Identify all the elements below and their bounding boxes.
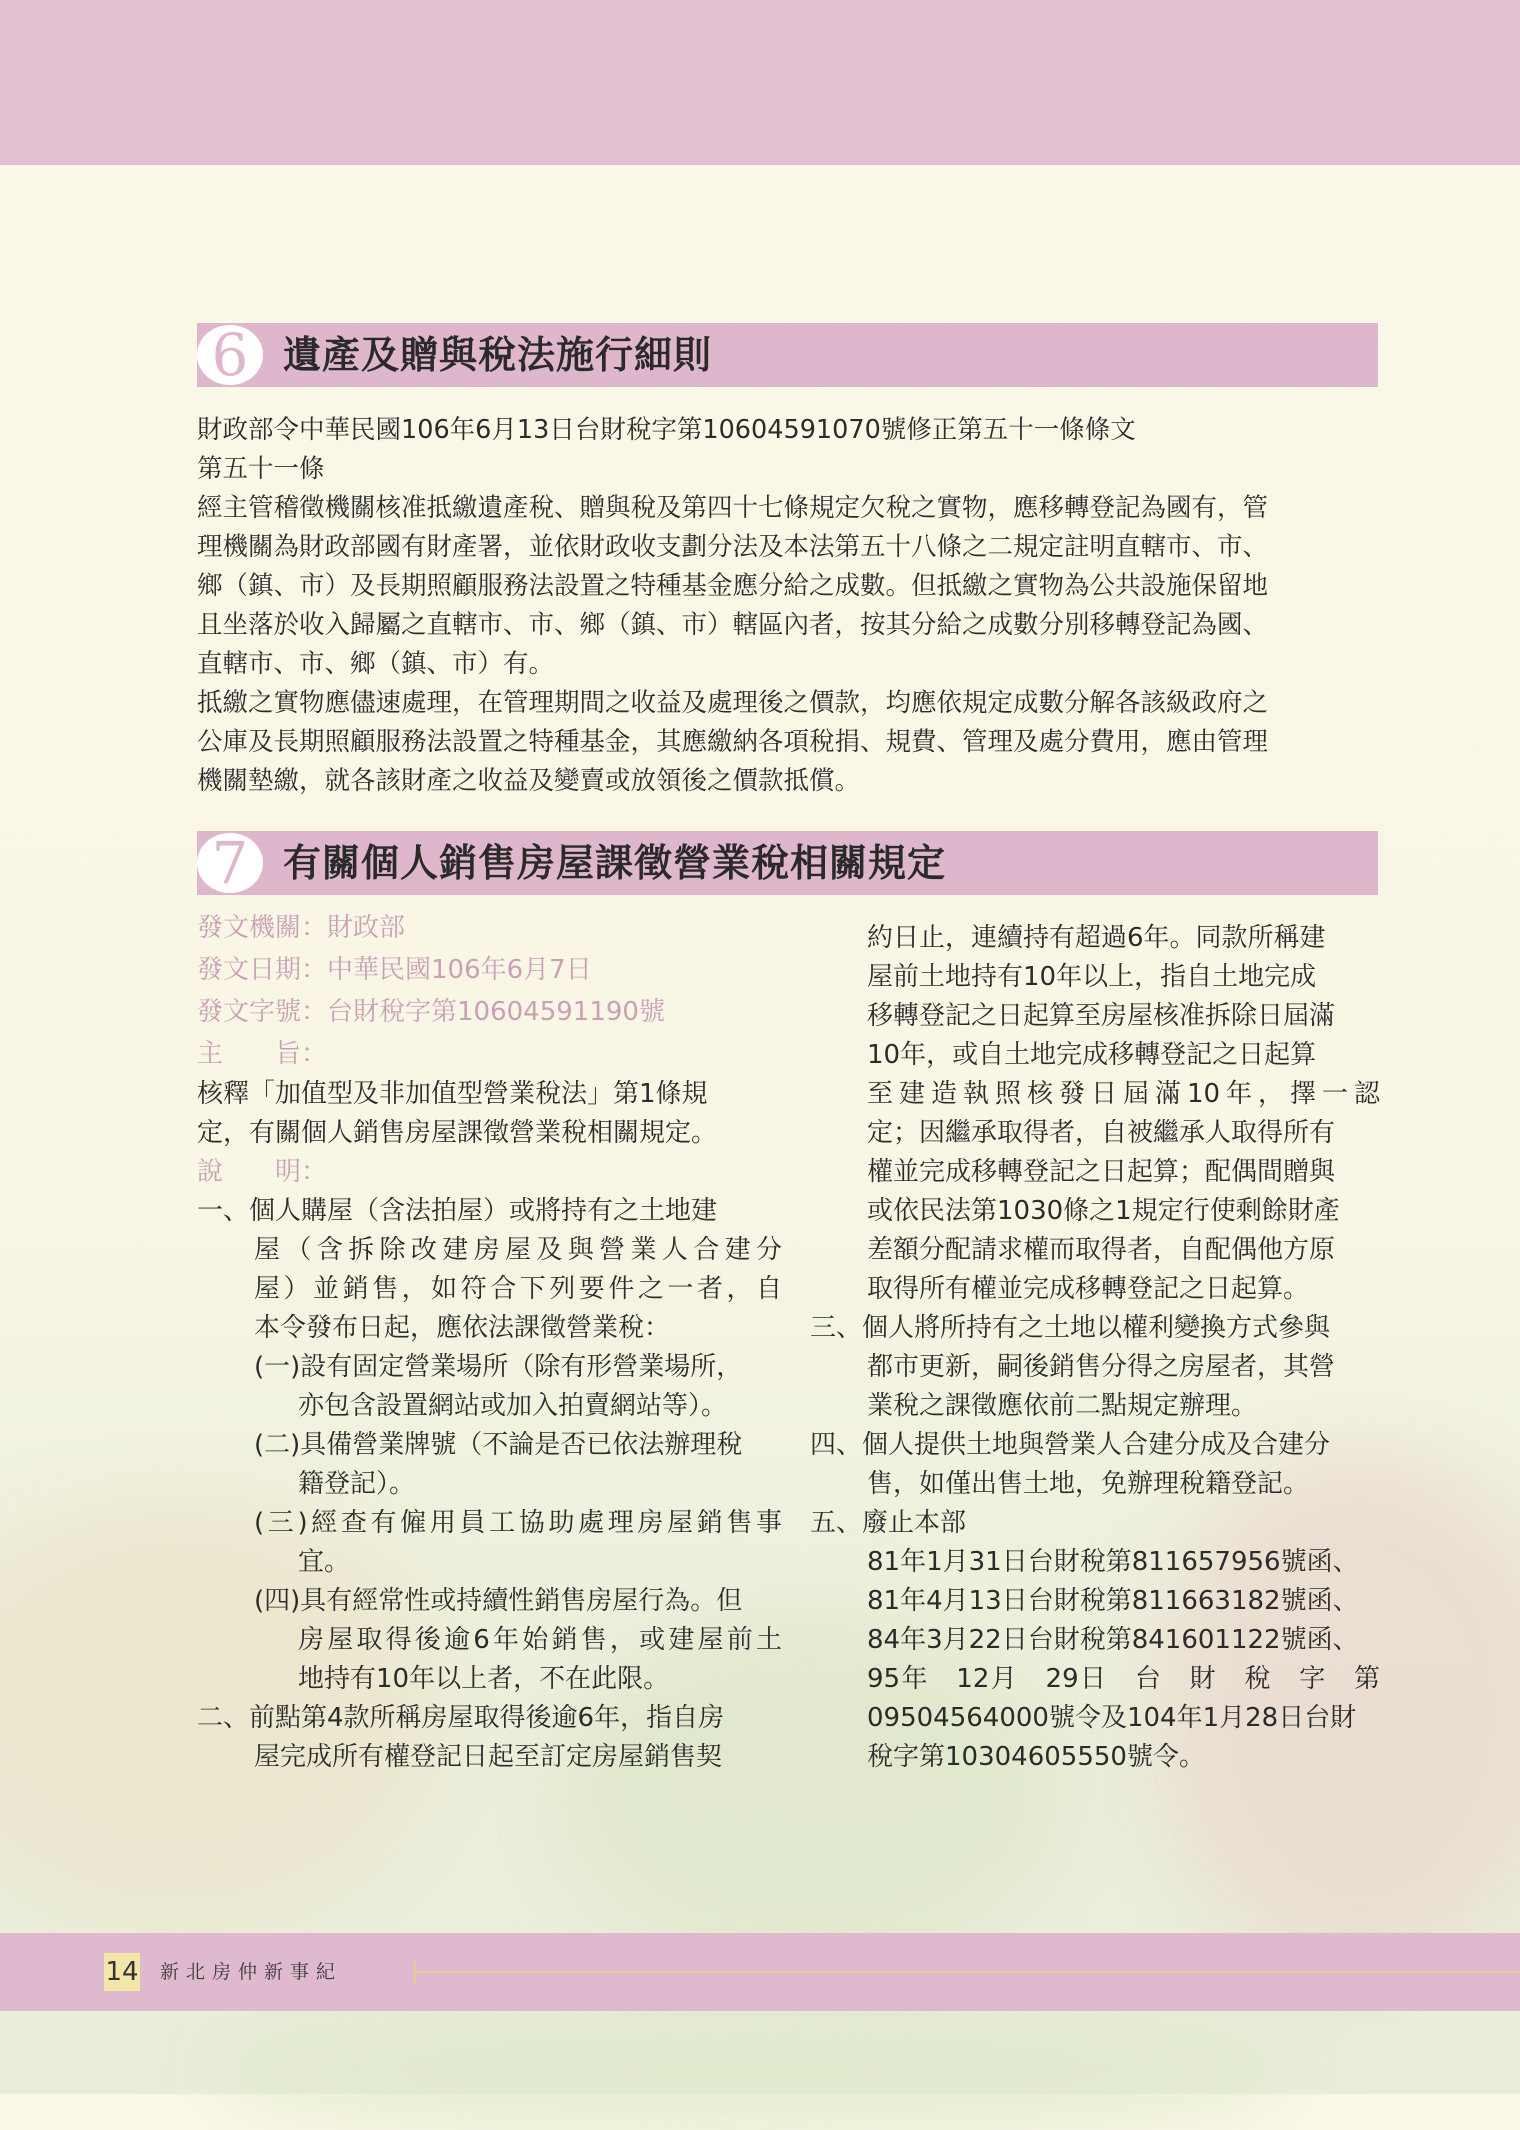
list-item: 房屋取得後逾6年始銷售，或建屋前土 [298, 1625, 782, 1655]
footer-rule [416, 1971, 1520, 1973]
list-item: 都市更新，嗣後銷售分得之房屋者，其營 [867, 1352, 1336, 1382]
list-item: 移轉登記之日起算至房屋核准拆除日屆滿 [867, 1001, 1336, 1031]
body-line: 第五十一條 [197, 454, 325, 484]
list-item: 屋完成所有權登記日起至訂定房屋銷售契 [254, 1742, 723, 1772]
list-item: 稅字第10304605550號令。 [867, 1742, 1205, 1772]
list-item: 或依民法第1030條之1規定行使剩餘財產 [867, 1196, 1340, 1226]
background-blur [200, 2010, 1300, 2130]
list-item: 差額分配請求權而取得者，自配偶他方原 [867, 1235, 1336, 1265]
page-number: 14 [104, 1953, 140, 1991]
section-title: 有關個人銷售房屋課徵營業稅相關規定 [283, 841, 947, 885]
section-number-badge: 6 [197, 325, 263, 385]
body-line: 抵繳之實物應儘速處理，在管理期間之收益及處理後之價款，均應依規定成數分解各該級政府之 [197, 688, 1269, 718]
body-line: 且坐落於收入歸屬之直轄市、市、鄉（鎮、市）轄區內者，按其分給之成數分別移轉登記為國、 [197, 610, 1269, 640]
top-banner [0, 0, 1520, 165]
list-item: 本令發布日起，應依法課徵營業稅： [254, 1313, 671, 1343]
section-6-body [197, 411, 1382, 801]
subject-line: 核釋「加值型及非加值型營業稅法」第1條規 [197, 1079, 708, 1109]
list-item: 10年，或自土地完成移轉登記之日起算 [867, 1040, 1317, 1070]
list-item: 三、個人將所持有之土地以權利變換方式參與 [810, 1313, 1331, 1343]
list-item: (二)具備營業牌號（不論是否已依法辦理稅 [254, 1430, 743, 1460]
section-6-header [197, 323, 1378, 387]
list-item: (一)設有固定營業場所（除有形營業場所， [254, 1352, 743, 1382]
body-line: 機關墊繳，就各該財產之收益及變賣或放領後之價款抵償。 [197, 766, 861, 796]
body-line: 公庫及長期照顧服務法設置之特種基金，其應繳納各項稅捐、規費、管理及處分費用，應由管理 [197, 727, 1269, 757]
list-item: 一、個人購屋（含法拍屋）或將持有之土地建 [197, 1196, 718, 1226]
list-item: 權並完成移轉登記之日起算；配偶間贈與 [867, 1157, 1336, 1187]
issue-date: 發文日期：中華民國106年6月7日 [197, 955, 592, 985]
list-item: 至建造執照核發日屆滿10年，擇一認 [867, 1079, 1380, 1109]
explanation-list-right [810, 919, 1380, 1777]
explanation-label: 說 明： [197, 1157, 328, 1187]
section-7-right-column [810, 919, 1380, 1777]
section-title: 遺產及贈與稅法施行細則 [283, 333, 713, 377]
body-line: 鄉（鎮、市）及長期照顧服務法設置之特種基金應分給之成數。但抵繳之實物為公共設施保留地 [197, 571, 1269, 601]
list-item: 屋前土地持有10年以上，指自土地完成 [867, 962, 1317, 992]
subject-line: 定，有關個人銷售房屋課徵營業稅相關規定。 [197, 1118, 718, 1148]
list-item: 95年 12月 29日 台 財 稅 字 第 [867, 1664, 1380, 1694]
list-item: 亦包含設置網站或加入拍賣網站等）。 [298, 1391, 728, 1421]
section-number-badge: 7 [197, 833, 263, 893]
body-line: 財政部令中華民國106年6月13日台財稅字第10604591070號修正第五十一條條文 [197, 415, 1136, 445]
list-item: 籍登記）。 [298, 1469, 416, 1499]
body-line: 直轄市、市、鄉（鎮、市）有。 [197, 649, 555, 679]
magazine-name: 新北房仲新事紀 [160, 1961, 343, 1983]
list-item: 二、前點第4款所稱房屋取得後逾6年，指自房 [197, 1703, 725, 1733]
list-item: 定；因繼承取得者，自被繼承人取得所有 [867, 1118, 1336, 1148]
list-item: 業稅之課徵應依前二點規定辦理。 [867, 1391, 1258, 1421]
list-item: 四、個人提供土地與營業人合建分成及合建分 [810, 1430, 1331, 1460]
list-item: (四)具有經常性或持續性銷售房屋行為。但 [254, 1586, 743, 1616]
list-item: 81年4月13日台財稅第811663182號函、 [867, 1586, 1359, 1616]
list-item: 宜。 [298, 1547, 351, 1577]
list-item: 五、廢止本部 [810, 1508, 967, 1538]
document-number: 發文字號：台財稅字第10604591190號 [197, 997, 665, 1027]
list-item: 取得所有權並完成移轉登記之日起算。 [867, 1274, 1310, 1304]
section-7-header [197, 831, 1378, 895]
list-item: 09504564000號令及104年1月28日台財 [867, 1703, 1357, 1733]
list-item: 約日止，連續持有超過6年。同款所稱建 [867, 923, 1326, 953]
subject-label: 主 旨： [197, 1039, 328, 1069]
list-item: 84年3月22日台財稅第841601122號函、 [867, 1625, 1359, 1655]
explanation-list-left [197, 1192, 782, 1777]
section-7-left-column [197, 907, 782, 1777]
list-item: 地持有10年以上者，不在此限。 [298, 1664, 670, 1694]
issuing-agency: 發文機關：財政部 [197, 913, 406, 943]
list-item: (三)經查有僱用員工協助處理房屋銷售事 [254, 1508, 782, 1538]
list-item: 81年1月31日台財稅第811657956號函、 [867, 1547, 1359, 1577]
body-line: 理機關為財政部國有財產署，並依財政收支劃分法及本法第五十八條之二規定註明直轄市、市、 [197, 532, 1269, 562]
list-item: 售，如僅出售土地，免辦理稅籍登記。 [867, 1469, 1310, 1499]
list-item: 屋）並銷售，如符合下列要件之一者，自 [254, 1274, 782, 1304]
body-line: 經主管稽徵機關核准抵繳遺產稅、贈與稅及第四十七條規定欠稅之實物，應移轉登記為國有，管 [197, 493, 1269, 523]
list-item: 屋（含拆除改建房屋及與營業人合建分 [254, 1235, 782, 1265]
